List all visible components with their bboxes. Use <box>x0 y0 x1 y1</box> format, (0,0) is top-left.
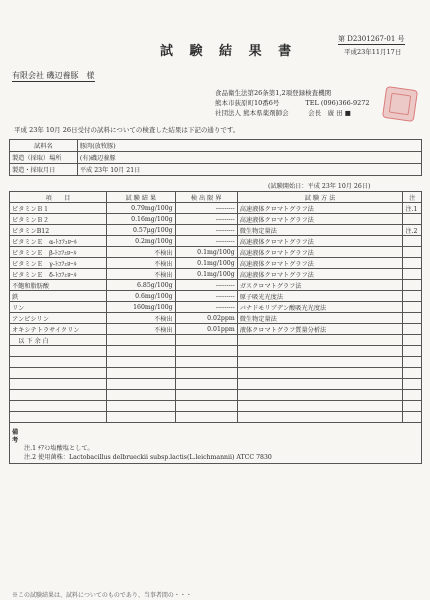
note-cell <box>403 258 422 269</box>
item-cell <box>10 401 107 412</box>
limit-cell: 0.1mg/100g <box>175 247 237 258</box>
limit-cell: --------- <box>175 291 237 302</box>
results-header-row <box>10 192 422 203</box>
result-cell: 不検出 <box>106 269 175 280</box>
method-cell: 高速液体クロマトグラフ法 <box>237 236 403 247</box>
limit-cell: --------- <box>175 280 237 291</box>
method-cell: ガスクロマトグラフ法 <box>237 280 403 291</box>
issuer-address: 熊本市荻原町10番6号 TEL (096)366-9272 <box>215 99 370 107</box>
header-item: 項 目 <box>10 192 107 203</box>
result-cell: 不検出 <box>106 324 175 335</box>
result-cell <box>106 346 175 357</box>
table-row <box>10 401 422 412</box>
method-cell: 微生物定量法 <box>237 225 403 236</box>
item-cell: アンピシリン <box>10 313 107 324</box>
item-cell: 鉄 <box>10 291 107 302</box>
sample-date-label: 製造・採取月日 <box>10 164 78 176</box>
item-cell: リン <box>10 302 107 313</box>
method-cell: 原子吸光光度法 <box>237 291 403 302</box>
item-cell <box>10 412 107 423</box>
note-cell <box>403 313 422 324</box>
result-cell: 160mg/100g <box>106 302 175 313</box>
sample-name-row <box>10 140 422 152</box>
table-row <box>10 225 422 236</box>
issue-date: 平成23年11月17日 <box>344 48 402 56</box>
header-limit: 検 出 限 界 <box>175 192 237 203</box>
note-cell <box>403 335 422 346</box>
method-cell: 高速液体クロマトグラフ法 <box>237 258 403 269</box>
addressee: 有限会社 磯辺養豚 様 <box>12 71 95 80</box>
item-cell: ビタミンＥ γ-ﾄｺﾌｪﾛｰﾙ <box>10 258 107 269</box>
sample-date-row <box>10 164 422 176</box>
note-cell: 注.1 <box>403 203 422 214</box>
sample-info-table <box>9 139 422 176</box>
sample-name-label: 試料名 <box>10 140 78 152</box>
note-line-2: 注.2 使用菌株：Lactobacillus delbrueckii subsp.lactis(L.leichmannii) ATCC 7830 <box>24 454 272 461</box>
table-row <box>10 291 422 302</box>
note-cell <box>403 236 422 247</box>
table-row <box>10 313 422 324</box>
item-cell: ビタミンＥ β-ﾄｺﾌｪﾛｰﾙ <box>10 247 107 258</box>
item-cell: 以 下 余 白 <box>10 335 107 346</box>
table-row <box>10 247 422 258</box>
method-cell: 高速液体クロマトグラフ法 <box>237 269 403 280</box>
method-cell: 高速液体クロマトグラフ法 <box>237 203 403 214</box>
note-cell <box>403 291 422 302</box>
limit-cell: --------- <box>175 225 237 236</box>
table-row <box>10 379 422 390</box>
limit-cell <box>175 368 237 379</box>
header-result: 試 験 結 果 <box>106 192 175 203</box>
item-cell: ビタミンＥ α-ﾄｺﾌｪﾛｰﾙ <box>10 236 107 247</box>
header-note: 注 <box>403 192 422 203</box>
result-cell <box>106 379 175 390</box>
note-cell <box>403 346 422 357</box>
result-cell <box>106 357 175 368</box>
note-cell <box>403 412 422 423</box>
limit-cell <box>175 379 237 390</box>
header-method: 試 験 方 法 <box>237 192 403 203</box>
limit-cell: 0.1mg/100g <box>175 269 237 280</box>
limit-cell: 0.01ppm <box>175 324 237 335</box>
item-cell: ビタミンB12 <box>10 225 107 236</box>
method-cell: バナドモリブデン酸吸光光度法 <box>237 302 403 313</box>
notes-cell <box>10 423 422 464</box>
sample-name-value: 豚肉(放牧豚) <box>77 140 421 152</box>
table-row <box>10 236 422 247</box>
result-cell: 不検出 <box>106 258 175 269</box>
item-cell: ビタミンＥ δ-ﾄｺﾌｪﾛｰﾙ <box>10 269 107 280</box>
method-cell <box>237 401 403 412</box>
note-cell <box>403 401 422 412</box>
result-cell: 不検出 <box>106 313 175 324</box>
table-row <box>10 258 422 269</box>
test-start-date: (試験開始日：平成 23年 10月 26日) <box>268 183 371 190</box>
result-cell <box>106 390 175 401</box>
limit-cell: 0.02ppm <box>175 313 237 324</box>
note-cell <box>403 214 422 225</box>
method-cell: 高速液体クロマトグラフ法 <box>237 247 403 258</box>
limit-cell <box>175 335 237 346</box>
issuer-registration: 食品衛生法第26条第1,2項登録検査機関 <box>215 89 332 97</box>
limit-cell <box>175 357 237 368</box>
note-cell <box>403 368 422 379</box>
footer-disclaimer: ※この試験結果は、試料についてのものであり、当事者間の・・・ <box>12 592 192 599</box>
item-cell: ビタミンＢ２ <box>10 214 107 225</box>
method-cell <box>237 379 403 390</box>
note-cell <box>403 324 422 335</box>
note-cell <box>403 302 422 313</box>
note-cell <box>403 390 422 401</box>
result-cell: 0.57μg/100g <box>106 225 175 236</box>
method-cell <box>237 335 403 346</box>
method-cell <box>237 346 403 357</box>
table-row <box>10 357 422 368</box>
item-cell <box>10 346 107 357</box>
note-cell <box>403 379 422 390</box>
notes-label: 備考 <box>12 429 19 444</box>
method-cell: 液体クロマトグラフ質量分析法 <box>237 324 403 335</box>
table-row <box>10 324 422 335</box>
result-cell <box>106 401 175 412</box>
method-cell: 高速液体クロマトグラフ法 <box>237 214 403 225</box>
sample-place-label: 製造（採取）場所 <box>10 152 78 164</box>
method-cell <box>237 390 403 401</box>
note-cell <box>403 269 422 280</box>
note-cell <box>403 357 422 368</box>
table-row <box>10 302 422 313</box>
limit-cell <box>175 412 237 423</box>
item-cell: オキシテトラサイクリン <box>10 324 107 335</box>
method-cell <box>237 412 403 423</box>
result-cell: 0.6mg/100g <box>106 291 175 302</box>
method-cell <box>237 368 403 379</box>
result-cell: 0.16mg/100g <box>106 214 175 225</box>
table-row <box>10 368 422 379</box>
table-row <box>10 390 422 401</box>
result-cell: 不検出 <box>106 247 175 258</box>
sample-date-value: 平成 23年 10月 21日 <box>77 164 421 176</box>
item-cell: 不飽和脂肪酸 <box>10 280 107 291</box>
note-cell <box>403 280 422 291</box>
method-cell <box>237 357 403 368</box>
item-cell <box>10 379 107 390</box>
table-row <box>10 203 422 214</box>
item-cell <box>10 390 107 401</box>
note-cell <box>403 247 422 258</box>
table-row <box>10 346 422 357</box>
table-row <box>10 335 422 346</box>
result-cell <box>106 412 175 423</box>
notes-row <box>10 423 422 464</box>
result-cell: 6.85g/100g <box>106 280 175 291</box>
table-row <box>10 280 422 291</box>
limit-cell: --------- <box>175 203 237 214</box>
sample-place-value: (有)磯辺養豚 <box>77 152 421 164</box>
result-cell: 0.2mg/100g <box>106 236 175 247</box>
sample-place-row <box>10 152 422 164</box>
limit-cell: 0.1mg/100g <box>175 258 237 269</box>
method-cell: 微生物定量法 <box>237 313 403 324</box>
table-row <box>10 214 422 225</box>
result-cell <box>106 368 175 379</box>
limit-cell: --------- <box>175 302 237 313</box>
official-seal-stamp <box>382 86 418 122</box>
item-cell: ビタミンＢ１ <box>10 203 107 214</box>
document-title: 試 験 結 果 書 <box>160 44 298 59</box>
item-cell <box>10 368 107 379</box>
table-row <box>10 269 422 280</box>
note-cell: 注.2 <box>403 225 422 236</box>
intro-statement: 平成 23年 10月 26日受付の試料についての検査した結果は下記の通りです。 <box>14 126 240 134</box>
results-table <box>9 191 422 464</box>
note-line-1: 注.1 ﾁｱﾐﾝ塩酸塩として。 <box>24 445 94 452</box>
limit-cell <box>175 390 237 401</box>
document-number: 第 D2301267-01 号 <box>338 35 405 43</box>
limit-cell <box>175 346 237 357</box>
limit-cell: --------- <box>175 236 237 247</box>
result-cell <box>106 335 175 346</box>
limit-cell <box>175 401 237 412</box>
table-row <box>10 412 422 423</box>
result-cell: 0.79mg/100g <box>106 203 175 214</box>
item-cell <box>10 357 107 368</box>
limit-cell: --------- <box>175 214 237 225</box>
results-body <box>10 203 422 423</box>
issuer-organization: 社団法人 熊本県薬剤師会 会長 廣 田 ■ <box>215 109 351 117</box>
